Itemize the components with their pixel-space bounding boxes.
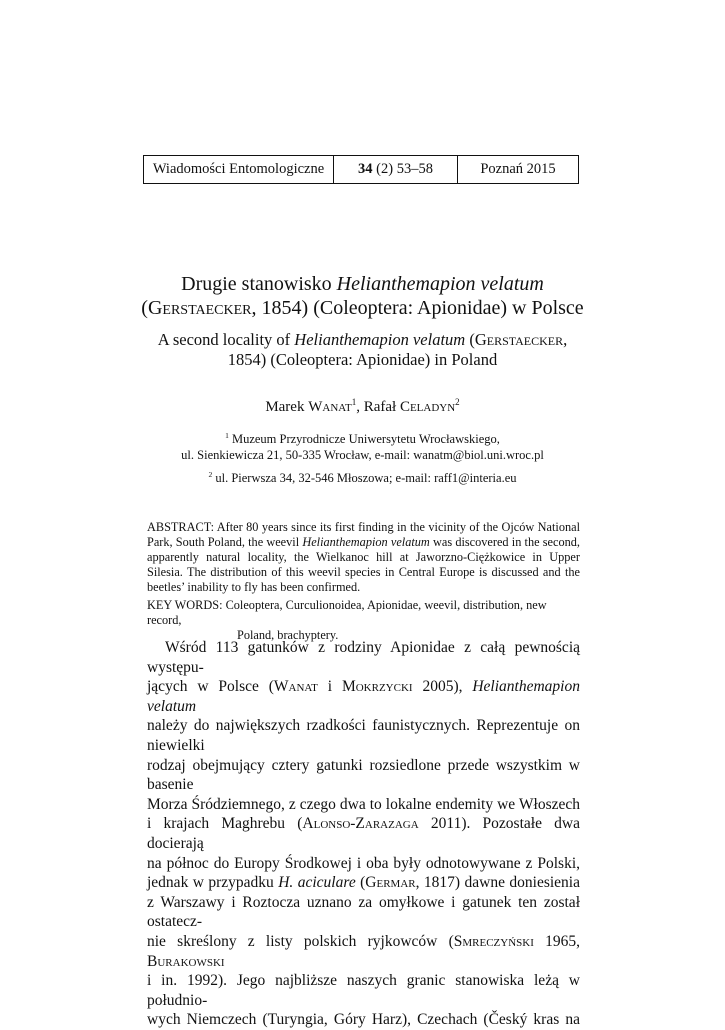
body-text-run: Wśród 113 gatunków z rodziny Apionidae z całą pewnością występu-: [147, 639, 580, 676]
subtitle-author: Gerstaecker: [474, 330, 564, 349]
body-text-run: i krajach Maghrebu (: [147, 815, 303, 833]
place-year-cell: [458, 156, 578, 183]
body-text-run: 1965,: [533, 932, 580, 950]
body-text-run: 2011). Pozostałe dwa docierają: [147, 815, 580, 852]
body-text-run: rodzaj obejmujący cztery gatunki rozsiedlone przede wszystkim w basenie: [147, 756, 580, 794]
issue-pages: (2) 53–58: [376, 161, 433, 177]
body-line: [147, 1010, 580, 1030]
body-text-run: Morza Śródziemnego, z czego dwa to lokalne endemity we Włoszech: [147, 795, 580, 813]
author-name: , Rafał: [356, 399, 400, 415]
body-line: [147, 638, 580, 677]
subtitle-text: ,: [563, 330, 568, 349]
body-text-run: (: [355, 874, 366, 892]
body-line: [147, 814, 580, 853]
body-text-run: z Warszawy i Roztocza uznano za omyłkowe i gatunek ten został ostatecz-: [147, 893, 580, 931]
title-text: (: [141, 297, 148, 319]
body-line: [147, 677, 580, 716]
body-text-run: należy do największych rzadkości faunistycznych. Reprezentuje on niewielki: [147, 717, 580, 754]
affiliation-text: Muzeum Przyrodnicze Uniwersytetu Wrocławskiego,: [228, 432, 500, 447]
title-text: , 1854) (Coleoptera: Apionidae) w Polsce: [251, 297, 584, 319]
place-year: Poznań 2015: [480, 161, 556, 177]
affiliation-2: [80, 470, 645, 486]
authors-line: [80, 397, 645, 416]
abstract-text: was discovered in the second, apparently natural locality, the Wielkanoc hill at Jaworzno-Ciężkowice in Upper Silesia. The distribution of this weevil species in Central Europe is discussed and the beetles’ inability to fly has been confirmed.: [147, 535, 580, 594]
body-text-run: nie skreślony z listy polskich ryjkowców (: [147, 932, 454, 950]
body-line: [147, 854, 580, 874]
body-text-run: jących w Polsce (: [147, 678, 274, 696]
keywords-line: Poland, brachyptery.: [237, 628, 339, 642]
keywords: [147, 598, 580, 643]
title-author: Gerstaecker: [147, 297, 252, 319]
abstract-species: Helianthemapion velatum: [302, 535, 430, 549]
subtitle-text: A second locality of: [157, 330, 295, 349]
citation-author: Mokrzycki: [341, 678, 413, 696]
body-line: [147, 716, 580, 755]
citation-author: Wanat: [273, 678, 318, 696]
citation-author: Germar: [365, 874, 416, 892]
affiliation-text: ul. Pierwsza 34, 32-546 Młoszowa; e-mail: raff1@interia.eu: [212, 471, 517, 486]
author-name: Marek: [265, 399, 309, 415]
author-surname: Wanat: [308, 399, 352, 415]
subtitle-text: (: [465, 330, 475, 349]
article-title: [80, 272, 645, 320]
body-line: [147, 756, 580, 795]
affiliation-marker: 1: [351, 397, 357, 407]
species-name: H. aciculare: [278, 874, 356, 892]
body-text-run: wych Niemczech (Turyngia, Góry Harz), Czechach (Český kras na: [147, 1011, 580, 1029]
keywords-line: KEY WORDS: Coleoptera, Curculionoidea, Apionidae, weevil, distribution, new record,: [147, 598, 547, 627]
body-text-run: jednak w przypadku: [147, 874, 279, 892]
affiliation-1: [80, 428, 645, 463]
affiliation-marker: 1: [225, 431, 229, 440]
title-text: Drugie stanowisko: [181, 273, 337, 295]
subtitle-text: 1854) (Coleoptera: Apionidae) in Poland: [227, 350, 498, 369]
title-species: Helianthemapion velatum: [336, 273, 544, 295]
journal-name-cell: [144, 156, 334, 183]
affiliation-marker: 2: [455, 397, 460, 407]
body-text-run: i: [317, 678, 342, 696]
citation-author: Burakowski: [147, 952, 225, 970]
body-text-run: i in. 1992). Jego najbliższe naszych granic stanowiska leżą w południo-: [147, 972, 580, 1009]
volume-cell: [334, 156, 458, 183]
body-line: [147, 893, 580, 932]
author-surname: Celadyn: [399, 399, 456, 415]
subtitle-species: Helianthemapion velatum: [294, 330, 466, 349]
body-line: [147, 971, 580, 1010]
journal-header-table: [143, 155, 579, 184]
body-text: [147, 638, 580, 1030]
species-name: Helianthemapion velatum: [147, 678, 580, 715]
article-subtitle: [80, 330, 645, 370]
abstract: [147, 520, 580, 595]
citation-author: Smreczyński: [453, 932, 534, 950]
body-line: [147, 795, 580, 815]
citation-author: Alonso-Zarazaga: [302, 815, 419, 833]
affiliation-text: ul. Sienkiewicza 21, 50-335 Wrocław, e-mail: wanatm@biol.uni.wroc.pl: [181, 448, 544, 463]
affiliation-marker: 2: [208, 470, 213, 479]
body-text-run: na północ do Europy Środkowej i oba były odnotowywane z Polski,: [147, 854, 580, 872]
body-line: [147, 873, 580, 893]
volume-number: 34: [358, 161, 373, 177]
body-text-run: 2005),: [412, 678, 473, 696]
body-line: [147, 932, 580, 971]
body-text-run: , 1817) dawne doniesienia: [415, 874, 580, 892]
journal-name: Wiadomości Entomologiczne: [152, 161, 325, 177]
abstract-text: ABSTRACT: After 80 years since its first finding in the vicinity of the Ojców National Park, South Poland, the weevil: [147, 520, 580, 549]
